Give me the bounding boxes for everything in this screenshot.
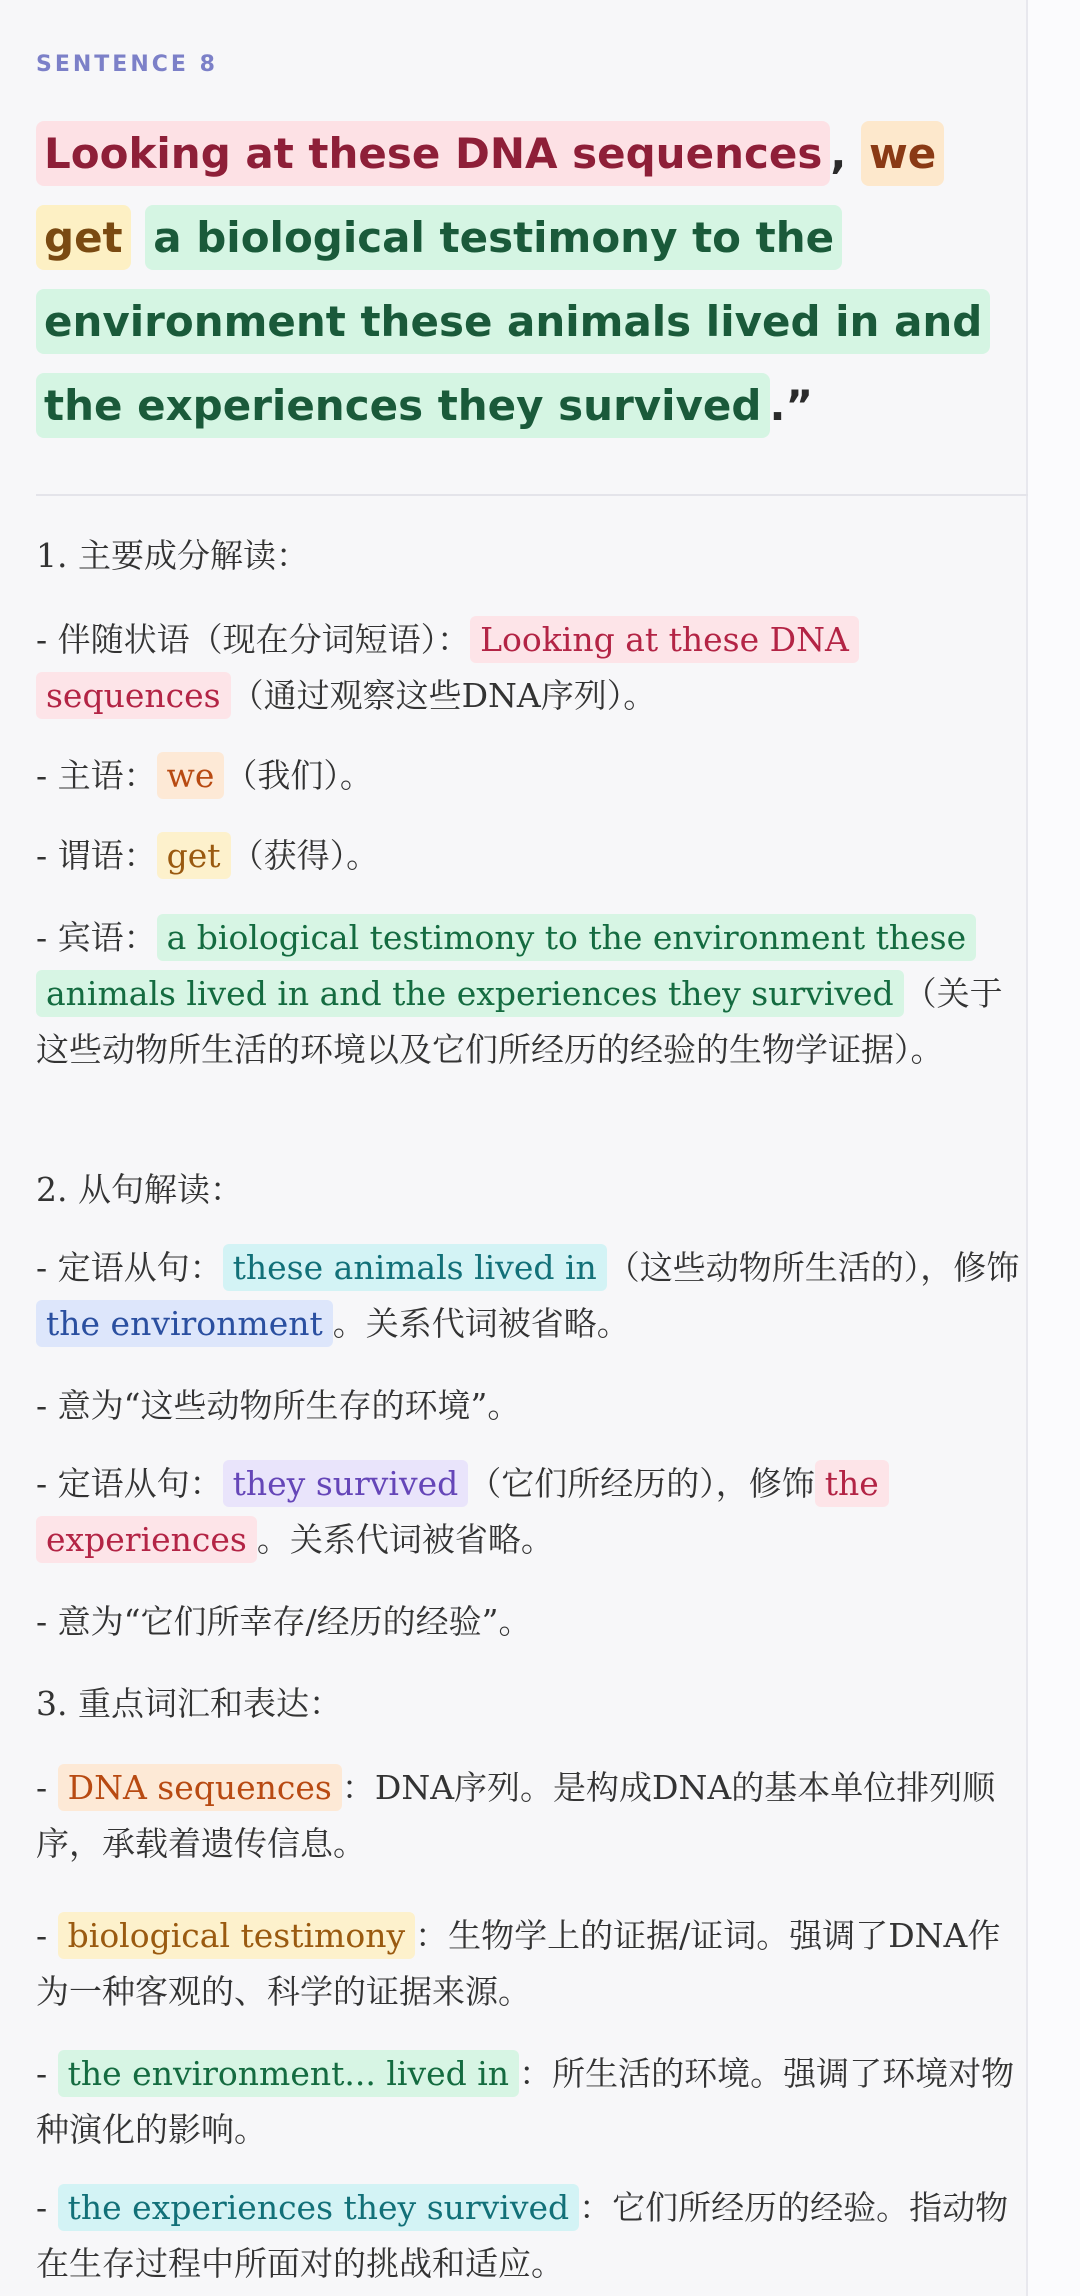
analysis-adverbial — [36, 612, 1026, 724]
adverbial-term[interactable]: Looking at these DNA sequences — [36, 616, 859, 719]
sentence-adverbial-chip[interactable]: Looking at these DNA sequences — [36, 121, 830, 186]
predicate-prefix: - 谓语： — [36, 836, 157, 875]
sentence-end-punct: .” — [769, 381, 814, 430]
section2-heading: 2. 从句解读： — [36, 1170, 243, 1209]
vocab-dash: - — [36, 1916, 58, 1955]
clause1-suffix: 。关系代词被省略。 — [332, 1304, 630, 1343]
vocab-term[interactable]: biological testimony — [58, 1912, 415, 1959]
vocab-dash: - — [36, 2188, 58, 2227]
vocab-text: ：DNA序列。是构成DNA的基本单位排列顺序，承载着遗传信息。 — [36, 1768, 996, 1863]
sentence-object-chip[interactable]: a biological testimony to the environment these animals lived in and the experiences they survived — [36, 205, 990, 438]
meaning2-row: - 意为“它们所幸存/经历的经验”。 — [36, 1602, 532, 1641]
subject-suffix: （我们）。 — [224, 756, 373, 795]
subject-term[interactable]: we — [157, 752, 225, 799]
vocab-dash: - — [36, 1768, 58, 1807]
clause2-term[interactable]: they survived — [223, 1460, 469, 1507]
vocab-dash: - — [36, 2054, 58, 2093]
section3-heading: 3. 重点词汇和表达： — [36, 1684, 342, 1723]
sentence-comma: , — [830, 129, 847, 178]
vocab-item — [36, 1760, 1026, 1872]
analysis-predicate — [36, 828, 1026, 884]
vocab-item — [36, 2046, 1026, 2158]
sentence-predicate-chip[interactable]: get — [36, 205, 131, 270]
clause2-prefix: - 定语从句： — [36, 1464, 223, 1503]
adverbial-prefix: - 伴随状语（现在分词短语）： — [36, 620, 471, 659]
vocab-item — [36, 1908, 1026, 2020]
object-prefix: - 宾语： — [36, 918, 157, 957]
clause1-row — [36, 1240, 1026, 1352]
sentence-text — [36, 112, 1026, 448]
clause1-prefix: - 定语从句： — [36, 1248, 223, 1287]
object-suffix: （关于这些动物所生活的环境以及它们所经历的经验的生物学证据）。 — [36, 974, 1003, 1069]
adverbial-suffix: （通过观察这些DNA序列）。 — [230, 676, 657, 715]
vocab-text: ：生物学上的证据/证词。强调了DNA作为一种客观的、科学的证据来源。 — [36, 1916, 1001, 2011]
clause1-modified-term[interactable]: the environment — [36, 1300, 333, 1347]
vocab-item — [36, 2180, 1026, 2292]
vocab-term[interactable]: the experiences they survived — [58, 2184, 580, 2231]
clause1-mid: （这些动物所生活的），修饰 — [606, 1248, 1020, 1287]
sentence-subject-chip[interactable]: we — [861, 121, 944, 186]
clause2-mid: （它们所经历的），修饰 — [468, 1464, 815, 1503]
sentence-label: SENTENCE 8 — [36, 52, 218, 77]
clause2-suffix: 。关系代词被省略。 — [256, 1520, 554, 1559]
meaning1-row: - 意为“这些动物所生存的环境”。 — [36, 1386, 521, 1425]
section1-heading: 1. 主要成分解读： — [36, 536, 309, 575]
vocab-term[interactable]: DNA sequences — [58, 1764, 342, 1811]
divider — [36, 494, 1028, 496]
predicate-suffix: （获得）。 — [230, 836, 380, 875]
clause2-row — [36, 1456, 1026, 1568]
vocab-term[interactable]: the environment... lived in — [58, 2050, 519, 2097]
object-term[interactable]: a biological testimony to the environment these animals lived in and the experiences they survived — [36, 914, 976, 1017]
subject-prefix: - 主语： — [36, 756, 157, 795]
clause1-term[interactable]: these animals lived in — [223, 1244, 607, 1291]
predicate-term[interactable]: get — [157, 832, 231, 879]
analysis-object — [36, 910, 1026, 1078]
vocab-text: ：所生活的环境。强调了环境对物种演化的影响。 — [36, 2054, 1015, 2149]
vocab-text: ：它们所经历的经验。指动物在生存过程中所面对的挑战和适应。 — [36, 2188, 1009, 2283]
clause2-modified-term[interactable]: the experiences — [36, 1460, 889, 1563]
analysis-subject — [36, 748, 1026, 804]
